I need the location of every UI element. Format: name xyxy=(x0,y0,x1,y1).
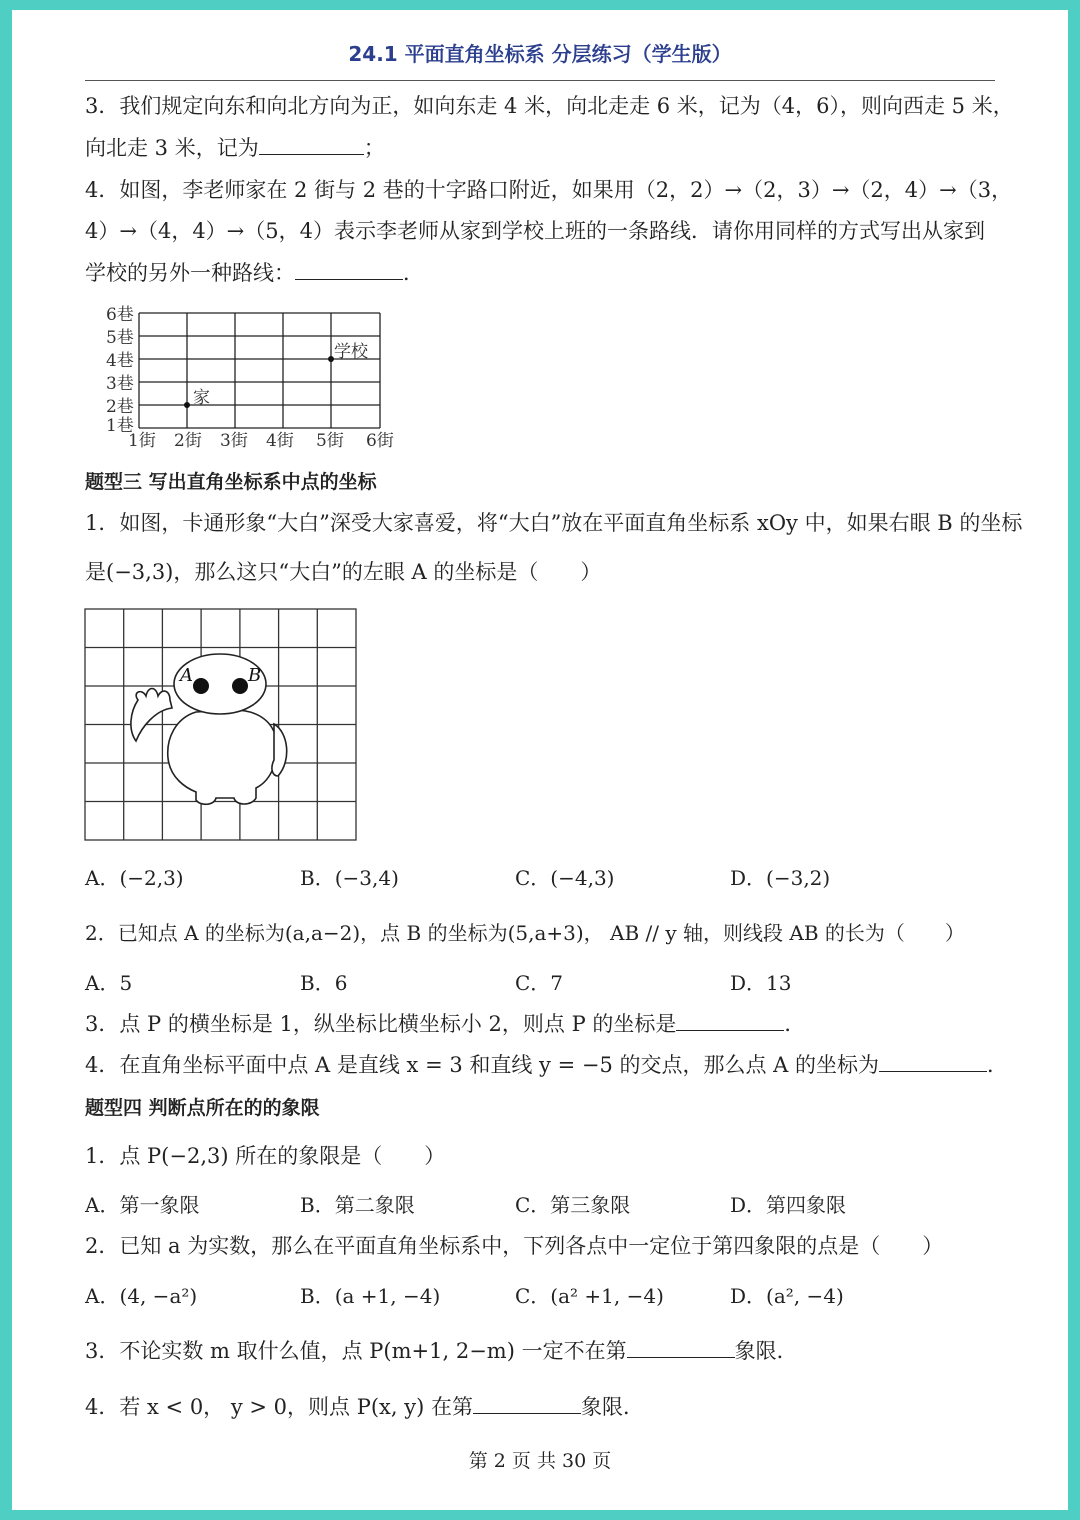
s3q4-end: ． xyxy=(987,1053,1009,1077)
s3q2-option-c[interactable]: C．7 xyxy=(515,971,564,995)
s3q4-answer-blank[interactable] xyxy=(879,1051,987,1072)
q4-line3-end: ． xyxy=(403,261,424,285)
s3q3 xyxy=(85,1010,805,1038)
s3q1-line1: 1．如图，卡通形象“大白”深受大家喜爱，将“大白”放在平面直角坐标系 xOy 中，如果右眼 B 的坐标 xyxy=(85,511,1023,535)
s4q3-text: 3．不论实数 m 取什么值，点 P(m+1, 2−m) 一定不在第 xyxy=(85,1339,627,1363)
q3-line1: 3．我们规定向东和向北方向为正，如向东走 4 米，向北走走 6 米，记为（4，6），则向西走 5 米， xyxy=(85,94,1014,118)
q3-line2-text: 向北走 3 米，记为 xyxy=(85,136,259,160)
s4q1-option-b[interactable]: B．第二象限 xyxy=(300,1193,415,1217)
s4q1-option-c[interactable]: C．第三象限 xyxy=(515,1193,631,1217)
street-label: 5街 xyxy=(316,431,344,451)
section4-heading: 题型四 判断点所在的的象限 xyxy=(85,1097,320,1119)
right-eye-b xyxy=(232,678,248,694)
baymax-drawing xyxy=(131,654,287,804)
street-label: 1街 xyxy=(128,431,156,451)
lane-label: 6巷 xyxy=(106,305,134,325)
s4q4-answer-blank[interactable] xyxy=(473,1393,581,1414)
q4-line1: 4．如图，李老师家在 2 街与 2 巷的十字路口附近，如果用（2，2）→（2，3）→（2，4）→（3， xyxy=(85,178,1013,202)
q4-answer-blank[interactable] xyxy=(295,259,403,280)
baymax-grid-figure xyxy=(84,608,359,843)
page-title: 24.1 平面直角坐标系 分层练习（学生版） xyxy=(348,42,732,66)
s3q1-option-c[interactable]: C．(−4,3) xyxy=(515,866,615,890)
s4q4 xyxy=(85,1393,644,1421)
lane-label: 3巷 xyxy=(106,374,134,394)
s3q1-line2: 是(−3,3)，那么这只“大白”的左眼 A 的坐标是（ ） xyxy=(85,560,602,584)
street-label: 2街 xyxy=(174,431,202,451)
lane-label: 1巷 xyxy=(106,416,134,436)
street-label: 4街 xyxy=(266,431,294,451)
home-point xyxy=(184,402,190,408)
s3q3-answer-blank[interactable] xyxy=(676,1010,784,1031)
s3q4 xyxy=(85,1051,1008,1079)
school-point xyxy=(328,356,334,362)
q3-answer-blank[interactable] xyxy=(259,134,364,155)
s4q1-option-d[interactable]: D．第四象限 xyxy=(730,1193,847,1217)
s4q3 xyxy=(85,1337,798,1365)
s3q1-option-b[interactable]: B．(−3,4) xyxy=(300,866,399,890)
s3q2-option-a[interactable]: A．5 xyxy=(85,971,133,995)
s3q1-option-d[interactable]: D．(−3,2) xyxy=(730,866,831,890)
left-eye-a xyxy=(193,678,209,694)
s4q2-option-c[interactable]: C．(a² +1, −4) xyxy=(515,1284,664,1308)
school-label: 学校 xyxy=(334,342,368,362)
s4q2-option-a[interactable]: A．(4, −a²) xyxy=(85,1284,198,1308)
s3q3-end: ． xyxy=(784,1012,806,1036)
s3q3-text: 3．点 P 的横坐标是 1，纵坐标比横坐标小 2，则点 P 的坐标是 xyxy=(85,1012,677,1036)
s4q1-option-a[interactable]: A．第一象限 xyxy=(85,1193,200,1217)
s4q1-text: 1．点 P(−2,3) 所在的象限是（ ） xyxy=(85,1144,446,1168)
street-map-figure xyxy=(100,300,420,460)
s4q2-option-b[interactable]: B．(a +1, −4) xyxy=(300,1284,441,1308)
q4-line3-text: 学校的另外一种路线： xyxy=(85,261,295,285)
s3q2-text: 2．已知点 A 的坐标为(a,a−2)，点 B 的坐标为(5,a+3)， AB // y 轴，则线段 AB 的长为（ ） xyxy=(85,921,965,945)
s4q2-option-d[interactable]: D．(a², −4) xyxy=(730,1284,844,1308)
lane-label: 5巷 xyxy=(106,328,134,348)
home-label: 家 xyxy=(193,388,210,408)
s3q1-option-a[interactable]: A．(−2,3) xyxy=(85,866,184,890)
q4-line2: 4）→（4，4）→（5，4）表示李老师从家到学校上班的一条路线．请你用同样的方式写出从家到 xyxy=(85,219,985,243)
q3-line2-end: ； xyxy=(363,136,385,160)
page-footer: 第 2 页 共 30 页 xyxy=(468,1450,612,1472)
eye-label-a: A xyxy=(180,665,193,686)
street-label: 3街 xyxy=(220,431,248,451)
q4-line3 xyxy=(85,259,424,287)
q3-line2 xyxy=(85,134,385,162)
s4q3-end: 象限． xyxy=(734,1339,798,1363)
s4q3-answer-blank[interactable] xyxy=(627,1337,735,1358)
s3q2-option-d[interactable]: D．13 xyxy=(730,971,792,995)
s4q4-text: 4．若 x < 0， y > 0，则点 P(x, y) 在第 xyxy=(85,1395,473,1419)
s3q4-text: 4．在直角坐标平面中点 A 是直线 x = 3 和直线 y = −5 的交点，那么点 A 的坐标为 xyxy=(85,1053,880,1077)
eye-label-b: B xyxy=(248,665,262,686)
lane-label: 4巷 xyxy=(106,351,134,371)
header-divider xyxy=(85,80,995,81)
lane-label: 2巷 xyxy=(106,397,134,417)
s3q2-option-b[interactable]: B．6 xyxy=(300,971,348,995)
s4q2-text: 2．已知 a 为实数，那么在平面直角坐标系中，下列各点中一定位于第四象限的点是（ ） xyxy=(85,1234,944,1258)
s4q4-end: 象限． xyxy=(580,1395,644,1419)
section3-heading: 题型三 写出直角坐标系中点的坐标 xyxy=(85,471,377,493)
street-label: 6街 xyxy=(366,431,394,451)
